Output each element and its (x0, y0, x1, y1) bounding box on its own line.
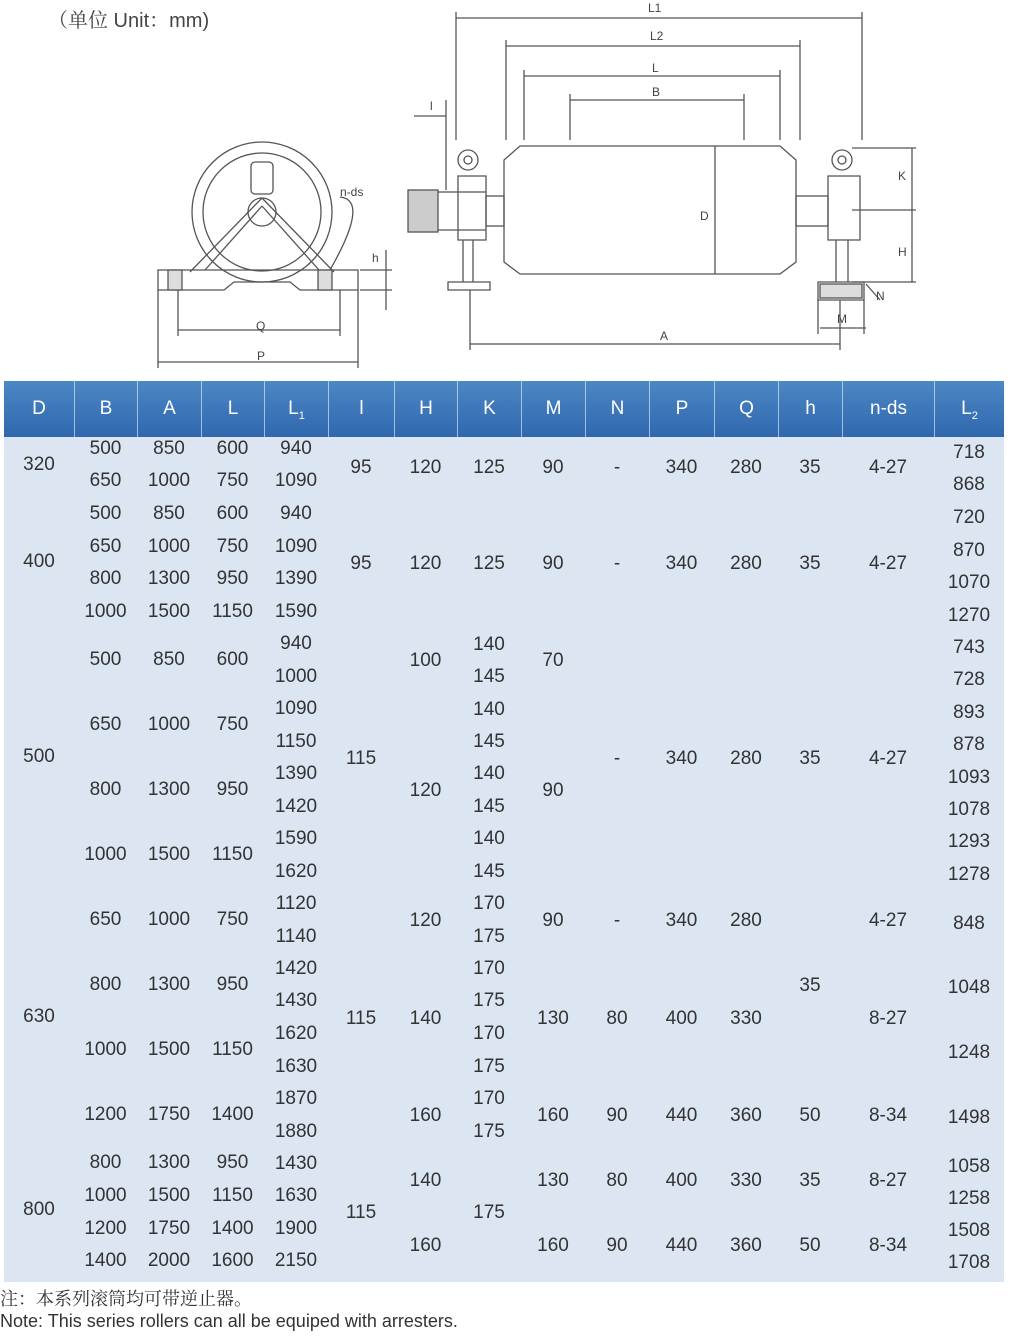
cell-k: 125 (473, 553, 505, 574)
cell-n: 90 (606, 1235, 628, 1256)
cell-l: 115 (345, 748, 377, 769)
cell-l: 115 (345, 1008, 377, 1029)
cell-d: 500 (23, 746, 55, 767)
cell-l1: 1140 (275, 926, 317, 947)
cell-l1: 1620 (274, 861, 318, 882)
cell-k: 140 (473, 699, 505, 720)
header-l: L (201, 381, 264, 437)
cell-b: 1000 (84, 844, 127, 865)
cell-k: 145 (473, 861, 505, 882)
cell-nds: 4-27 (868, 748, 908, 769)
cell-h: 35 (799, 748, 821, 769)
cell-l2: 728 (953, 669, 985, 690)
cell-l2: 893 (953, 702, 985, 723)
cell-b: 500 (89, 649, 122, 670)
cell-h: 160 (409, 1105, 442, 1126)
cell-l2: 1508 (947, 1220, 991, 1241)
cell-p: 340 (665, 457, 698, 478)
cell-k: 175 (473, 1056, 505, 1077)
cell-h: 140 (409, 1008, 442, 1029)
cell-l: 115 (345, 1202, 377, 1223)
cell-a: 1500 (147, 1185, 191, 1206)
cell-a: 850 (153, 438, 185, 459)
label-N: N (876, 289, 885, 303)
cell-l1: 1120 (275, 893, 317, 914)
cell-n: 80 (606, 1170, 628, 1191)
cell-l: 750 (216, 714, 249, 735)
cell-l1: 1630 (274, 1056, 318, 1077)
cell-l2: 718 (953, 442, 985, 463)
cell-m: 160 (537, 1235, 569, 1256)
cell-l1: 1090 (274, 470, 318, 491)
cell-l: 950 (216, 568, 249, 589)
cell-a: 1000 (147, 470, 191, 491)
cell-l: 950 (216, 974, 249, 995)
label-M: M (837, 312, 847, 326)
cell-b: 500 (89, 503, 122, 524)
note-cn: 注：本系列滚筒均可带逆止器。 (0, 1289, 252, 1309)
cell-b: 650 (89, 470, 122, 491)
cell-h: 120 (409, 780, 442, 801)
cell-l: 95 (350, 553, 372, 574)
front-view (408, 12, 916, 350)
cell-q: 330 (730, 1008, 762, 1029)
header-nds: n-ds (842, 381, 934, 437)
cell-l2: 720 (953, 507, 985, 528)
cell-nds: 4-27 (868, 910, 908, 931)
cell-l: 95 (350, 457, 372, 478)
cell-l: 1150 (212, 844, 253, 865)
cell-m: 70 (542, 650, 564, 671)
cell-m: 90 (542, 553, 564, 574)
cell-l2: 1708 (947, 1252, 991, 1273)
cell-k: 170 (473, 1023, 505, 1044)
cell-l: 1400 (211, 1104, 254, 1125)
side-view (158, 142, 392, 368)
cell-a: 1750 (147, 1104, 191, 1125)
cell-l1: 1900 (274, 1218, 318, 1239)
cell-l1: 940 (280, 503, 312, 524)
cell-l: 1150 (212, 1185, 253, 1206)
cell-a: 1300 (147, 1152, 191, 1173)
cell-b: 650 (89, 909, 122, 930)
cell-l2: 870 (953, 540, 985, 561)
cell-l: 750 (216, 536, 249, 557)
cell-k: 175 (473, 926, 505, 947)
cell-l1: 1390 (274, 568, 318, 589)
cell-b: 1000 (84, 1185, 127, 1206)
cell-k: 170 (473, 1088, 505, 1109)
cell-l: 600 (216, 503, 249, 524)
cell-d: 320 (23, 454, 55, 475)
cell-q: 360 (730, 1235, 762, 1256)
cell-l1: 1090 (274, 698, 318, 719)
cell-p: 400 (665, 1008, 698, 1029)
cell-h: 50 (799, 1105, 821, 1126)
cell-l: 950 (216, 779, 249, 800)
cell-n: 80 (606, 1008, 628, 1029)
cell-b: 800 (89, 974, 122, 995)
cell-l: 1150 (212, 601, 253, 622)
label-P: P (257, 349, 266, 363)
cell-h: 35 (799, 457, 821, 478)
cell-l1: 1590 (274, 601, 318, 622)
cell-l1: 1630 (274, 1185, 318, 1206)
cell-a: 1500 (147, 844, 191, 865)
cell-a: 1300 (147, 779, 191, 800)
header-m: M (521, 381, 585, 437)
cell-l1: 1620 (274, 1023, 318, 1044)
cell-m: 160 (537, 1105, 569, 1126)
cell-h: 50 (799, 1235, 821, 1256)
cell-b: 1000 (84, 1039, 127, 1060)
cell-d: 400 (23, 551, 55, 572)
cell-h: 160 (409, 1235, 442, 1256)
cell-h: 120 (409, 553, 442, 574)
cell-b: 500 (89, 438, 122, 459)
cell-l: 950 (216, 1152, 249, 1173)
label-h: h (372, 251, 379, 265)
cell-a: 1300 (147, 974, 191, 995)
header-n: N (585, 381, 649, 437)
cell-n: - (613, 553, 621, 574)
header-k: K (457, 381, 521, 437)
cell-k: 145 (473, 796, 505, 817)
header-h: H (394, 381, 457, 437)
cell-k: 145 (473, 731, 505, 752)
header-l2: $L_2$ (934, 381, 1004, 437)
cell-k: 170 (473, 958, 505, 979)
cell-p: 340 (665, 553, 698, 574)
header-p: P (649, 381, 714, 437)
cell-d: 800 (23, 1199, 55, 1220)
label-n-ds: n-ds (340, 185, 364, 199)
header-d: D (32, 398, 46, 419)
cell-l2: 1278 (947, 864, 991, 885)
cell-a: 1300 (147, 568, 191, 589)
cell-h: 100 (409, 650, 442, 671)
cell-h: 120 (409, 457, 442, 478)
cell-l: 750 (216, 909, 249, 930)
header-l1: $L_1$ (264, 381, 328, 437)
cell-l: 750 (216, 470, 249, 491)
cell-q: 330 (730, 1170, 762, 1191)
label-K: K (898, 169, 907, 183)
cell-q: 280 (730, 553, 762, 574)
cell-l2: 1270 (947, 605, 991, 626)
cell-n: - (613, 910, 621, 931)
cell-p: 440 (665, 1235, 698, 1256)
cell-l2: 1498 (947, 1107, 991, 1128)
cell-b: 800 (89, 1152, 122, 1173)
cell-n: - (613, 748, 621, 769)
cell-b: 1200 (84, 1104, 127, 1125)
technical-drawing (0, 0, 1010, 380)
label-L1: L1 (648, 1, 662, 15)
cell-l1: 1590 (274, 828, 318, 849)
cell-l2: 848 (953, 913, 985, 934)
cell-k: 145 (473, 666, 505, 687)
cell-l1: 1420 (274, 958, 318, 979)
cell-b: 800 (89, 568, 122, 589)
cell-k: 140 (473, 634, 505, 655)
cell-a: 850 (153, 649, 185, 670)
cell-k: 175 (473, 1202, 505, 1223)
cell-p: 340 (665, 910, 698, 931)
cell-a: 1000 (147, 536, 191, 557)
cell-p: 440 (665, 1105, 698, 1126)
cell-m: 130 (537, 1170, 569, 1191)
cell-q: 280 (730, 457, 762, 478)
label-L2: L2 (650, 29, 664, 43)
cell-d: 630 (23, 1006, 55, 1027)
cell-l2: 1258 (947, 1188, 991, 1209)
cell-h: 120 (409, 910, 442, 931)
cell-n: - (613, 457, 621, 478)
cell-l1: 1000 (274, 666, 318, 687)
cell-l1: 1150 (275, 731, 317, 752)
label-H: H (898, 245, 907, 259)
cell-k: 170 (473, 893, 505, 914)
note-en: Note: This series rollers can all be equiped with arresters. (0, 1311, 458, 1331)
spec-table (4, 381, 1004, 1282)
cell-l1: 1420 (274, 796, 318, 817)
cell-a: 1750 (147, 1218, 191, 1239)
cell-l1: 1090 (274, 536, 318, 557)
label-A: A (660, 329, 669, 343)
cell-l1: 940 (280, 633, 312, 654)
cell-l1: 1880 (274, 1121, 318, 1142)
cell-l: 1400 (211, 1218, 254, 1239)
header-q: Q (714, 381, 778, 437)
cell-k: 175 (473, 990, 505, 1011)
cell-l2: 1248 (947, 1042, 991, 1063)
cell-q: 360 (730, 1105, 762, 1126)
cell-b: 650 (89, 536, 122, 557)
cell-l1: 2150 (274, 1250, 318, 1271)
cell-l: 600 (216, 649, 249, 670)
cell-q: 280 (730, 748, 762, 769)
cell-l2: 1048 (947, 977, 991, 998)
cell-p: 400 (665, 1170, 698, 1191)
cell-n: 90 (606, 1105, 628, 1126)
label-L: L (652, 61, 659, 75)
cell-a: 1500 (147, 601, 191, 622)
header-b: B (74, 381, 137, 437)
cell-h: 35 (799, 975, 821, 996)
cell-l1: 1430 (274, 990, 318, 1011)
cell-l1: 1430 (274, 1153, 318, 1174)
label-D: D (700, 209, 709, 223)
cell-l1: 1390 (274, 763, 318, 784)
cell-b: 1400 (84, 1250, 127, 1271)
unit-label: （单位 Unit：mm) (48, 10, 210, 32)
cell-l2: 878 (953, 734, 985, 755)
cell-k: 140 (473, 828, 505, 849)
cell-l1: 940 (280, 438, 312, 459)
label-l: l (430, 99, 433, 113)
cell-a: 1000 (147, 714, 191, 735)
cell-l2: 868 (953, 474, 985, 495)
table-note (0, 1288, 458, 1332)
cell-m: 90 (542, 910, 564, 931)
cell-m: 90 (542, 780, 564, 801)
cell-nds: 8-34 (868, 1235, 908, 1256)
cell-a: 850 (153, 503, 185, 524)
cell-nds: 4-27 (868, 553, 908, 574)
cell-k: 140 (473, 763, 505, 784)
cell-l2: 1093 (947, 767, 991, 788)
cell-p: 340 (665, 748, 698, 769)
cell-b: 1000 (84, 601, 127, 622)
cell-b: 650 (89, 714, 122, 735)
cell-a: 1500 (147, 1039, 191, 1060)
cell-b: 800 (89, 779, 122, 800)
cell-a: 1000 (147, 909, 191, 930)
cell-l: 1600 (211, 1250, 254, 1271)
header-a: A (137, 381, 201, 437)
cell-l2: 1058 (947, 1156, 991, 1177)
cell-a: 2000 (147, 1250, 191, 1271)
cell-q: 280 (730, 910, 762, 931)
cell-m: 90 (542, 457, 564, 478)
header-h: h (778, 381, 842, 437)
cell-h: 35 (799, 1170, 821, 1191)
cell-l2: 1070 (947, 572, 991, 593)
cell-l: 1150 (212, 1039, 253, 1060)
header-l: l (328, 381, 394, 437)
cell-l2: 1078 (947, 799, 991, 820)
cell-l2: 1293 (947, 831, 991, 852)
cell-h: 35 (799, 553, 821, 574)
cell-l: 600 (216, 438, 249, 459)
cell-nds: 8-27 (868, 1008, 908, 1029)
cell-h: 140 (409, 1170, 442, 1191)
cell-m: 130 (537, 1008, 569, 1029)
cell-k: 125 (473, 457, 505, 478)
cell-nds: 4-27 (868, 457, 908, 478)
cell-nds: 8-34 (868, 1105, 908, 1126)
cell-l1: 1870 (274, 1088, 318, 1109)
cell-nds: 8-27 (868, 1170, 908, 1191)
cell-l2: 743 (953, 637, 985, 658)
label-Q: Q (256, 319, 266, 333)
label-B: B (652, 85, 661, 99)
cell-k: 175 (473, 1121, 505, 1142)
cell-b: 1200 (84, 1218, 127, 1239)
table-header (4, 381, 1004, 437)
